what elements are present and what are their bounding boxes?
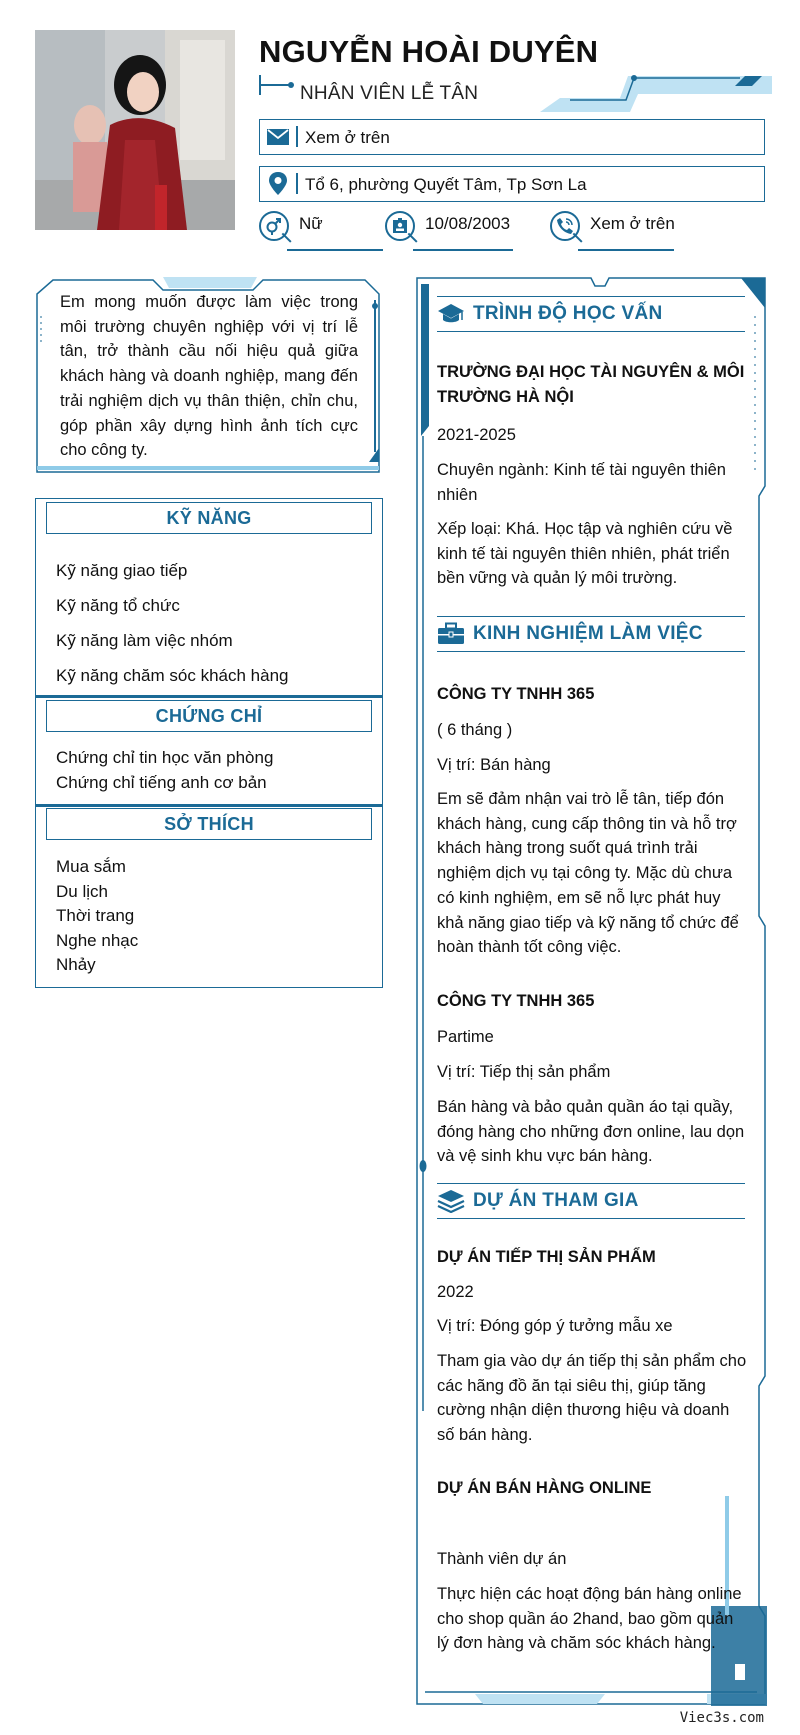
gender-value: Nữ bbox=[299, 214, 323, 233]
list-item: Du lịch bbox=[56, 881, 108, 901]
skills-title: KỸ NĂNG bbox=[46, 502, 372, 534]
job-company: CÔNG TY TNHH 365 bbox=[437, 685, 595, 703]
projects-section-header bbox=[437, 1183, 745, 1219]
graduation-cap-icon bbox=[437, 302, 465, 326]
address-field bbox=[259, 166, 765, 202]
list-item: Kỹ năng làm việc nhóm bbox=[56, 631, 233, 650]
project-description: Tham gia vào dự án tiếp thị sản phẩm cho các hãng đồ ăn tại siêu thị, giúp tăng cường nhận diện thương hiệu và doanh số bán hàng. bbox=[437, 1352, 747, 1445]
skills-list bbox=[56, 553, 288, 693]
profile-photo bbox=[35, 30, 235, 230]
education-detail: Xếp loại: Khá. Học tập và nghiên cứu về kinh tế tài nguyên thiên nhiên, phát triển bền vững và quản lý môi trường. bbox=[437, 520, 733, 588]
email-icon bbox=[260, 120, 296, 153]
layers-icon bbox=[437, 1189, 465, 1213]
experience-section-header bbox=[437, 616, 745, 652]
footer-watermark: Viec3s.com bbox=[679, 1710, 764, 1726]
location-pin-icon bbox=[260, 167, 296, 200]
phone-underline bbox=[578, 249, 674, 251]
list-item: Chứng chỉ tiếng anh cơ bản bbox=[56, 772, 267, 792]
education-section-header bbox=[437, 296, 745, 332]
field-separator bbox=[296, 173, 298, 194]
certificates-list bbox=[56, 746, 273, 795]
education-years: 2021-2025 bbox=[437, 426, 516, 444]
education-major: Chuyên ngành: Kinh tế tài nguyên thiên nhiên bbox=[437, 461, 726, 504]
career-objective: Em mong muốn được làm việc trong môi trường chuyên nghiệp với vị trí lễ tân, trở thành cầu nối hiệu quả giữa khách hàng và doanh nghiệp, mang đến trải nghiệm dịch vụ thân thiện, chỉn chu, góp phần xây dựng hình ảnh tích cực cho công ty. bbox=[60, 293, 358, 460]
project-year: 2022 bbox=[437, 1283, 474, 1301]
email-field bbox=[259, 119, 765, 155]
birthday-value: 10/08/2003 bbox=[425, 214, 511, 233]
experience-title: KINH NGHIỆM LÀM VIỆC bbox=[473, 623, 703, 644]
section-divider bbox=[35, 695, 383, 698]
phone-value: Xem ở trên bbox=[590, 214, 675, 233]
certificates-title: CHỨNG CHỈ bbox=[46, 700, 372, 732]
list-item: Kỹ năng chăm sóc khách hàng bbox=[56, 666, 289, 685]
education-title: TRÌNH ĐỘ HỌC VẤN bbox=[473, 303, 663, 324]
header-decoration bbox=[540, 72, 772, 114]
job-duration: Partime bbox=[437, 1028, 494, 1046]
education-school: TRƯỜNG ĐẠI HỌC TÀI NGUYÊN & MÔI TRƯỜNG HÀ NỘI bbox=[437, 363, 745, 406]
title-decoration-dot bbox=[288, 82, 294, 88]
list-item: Mua sắm bbox=[56, 857, 126, 876]
candidate-name: NGUYỄN HOÀI DUYÊN bbox=[259, 34, 599, 69]
hobbies-list bbox=[56, 855, 138, 978]
job-description: Bán hàng và bảo quản quần áo tại quầy, đóng hàng cho những đơn online, lau dọn và vệ sinh khu vực bán hàng. bbox=[437, 1098, 745, 1166]
job-position: Vị trí: Bán hàng bbox=[437, 756, 551, 774]
email-value: Xem ở trên bbox=[305, 128, 390, 147]
job-duration: ( 6 tháng ) bbox=[437, 721, 513, 739]
job-position: Vị trí: Tiếp thị sản phẩm bbox=[437, 1063, 611, 1081]
list-item: Thời trang bbox=[56, 906, 135, 925]
hobbies-title: SỞ THÍCH bbox=[46, 808, 372, 840]
birthday-underline bbox=[413, 249, 513, 251]
projects-title: DỰ ÁN THAM GIA bbox=[473, 1190, 639, 1211]
project-description: Thực hiện các hoạt động bán hàng online cho shop quần áo 2hand, bao gồm quản lý đơn hàng và chăm sóc khách hàng. bbox=[437, 1585, 742, 1653]
briefcase-icon bbox=[437, 622, 465, 646]
project-role: Vị trí: Đóng góp ý tưởng mẫu xe bbox=[437, 1317, 673, 1335]
list-item: Nhảy bbox=[56, 955, 96, 974]
job-company: CÔNG TY TNHH 365 bbox=[437, 992, 595, 1010]
list-item: Nghe nhạc bbox=[56, 930, 139, 950]
list-item: Kỹ năng tổ chức bbox=[56, 596, 180, 615]
field-separator bbox=[296, 126, 298, 147]
list-item: Chứng chỉ tin học văn phòng bbox=[56, 748, 274, 767]
project-name: DỰ ÁN BÁN HÀNG ONLINE bbox=[437, 1479, 652, 1497]
gender-underline bbox=[287, 249, 383, 251]
project-role: Thành viên dự án bbox=[437, 1550, 567, 1568]
section-divider bbox=[35, 804, 383, 807]
project-name: DỰ ÁN TIẾP THỊ SẢN PHẨM bbox=[437, 1248, 656, 1266]
list-item: Kỹ năng giao tiếp bbox=[56, 561, 188, 580]
address-value: Tổ 6, phường Quyết Tâm, Tp Sơn La bbox=[305, 175, 587, 194]
job-title: NHÂN VIÊN LỄ TÂN bbox=[300, 83, 479, 104]
job-description: Em sẽ đảm nhận vai trò lễ tân, tiếp đón khách hàng, cung cấp thông tin và hỗ trợ khách hàng trong suốt quá trình trải nghiệm dịch vụ tại công ty. Mặc dù chưa có kinh nghiệm, em sẽ nỗ lực phát huy khả năng giao tiếp và kỹ năng tổ chức để hoàn thành tốt công việc. bbox=[437, 790, 739, 957]
